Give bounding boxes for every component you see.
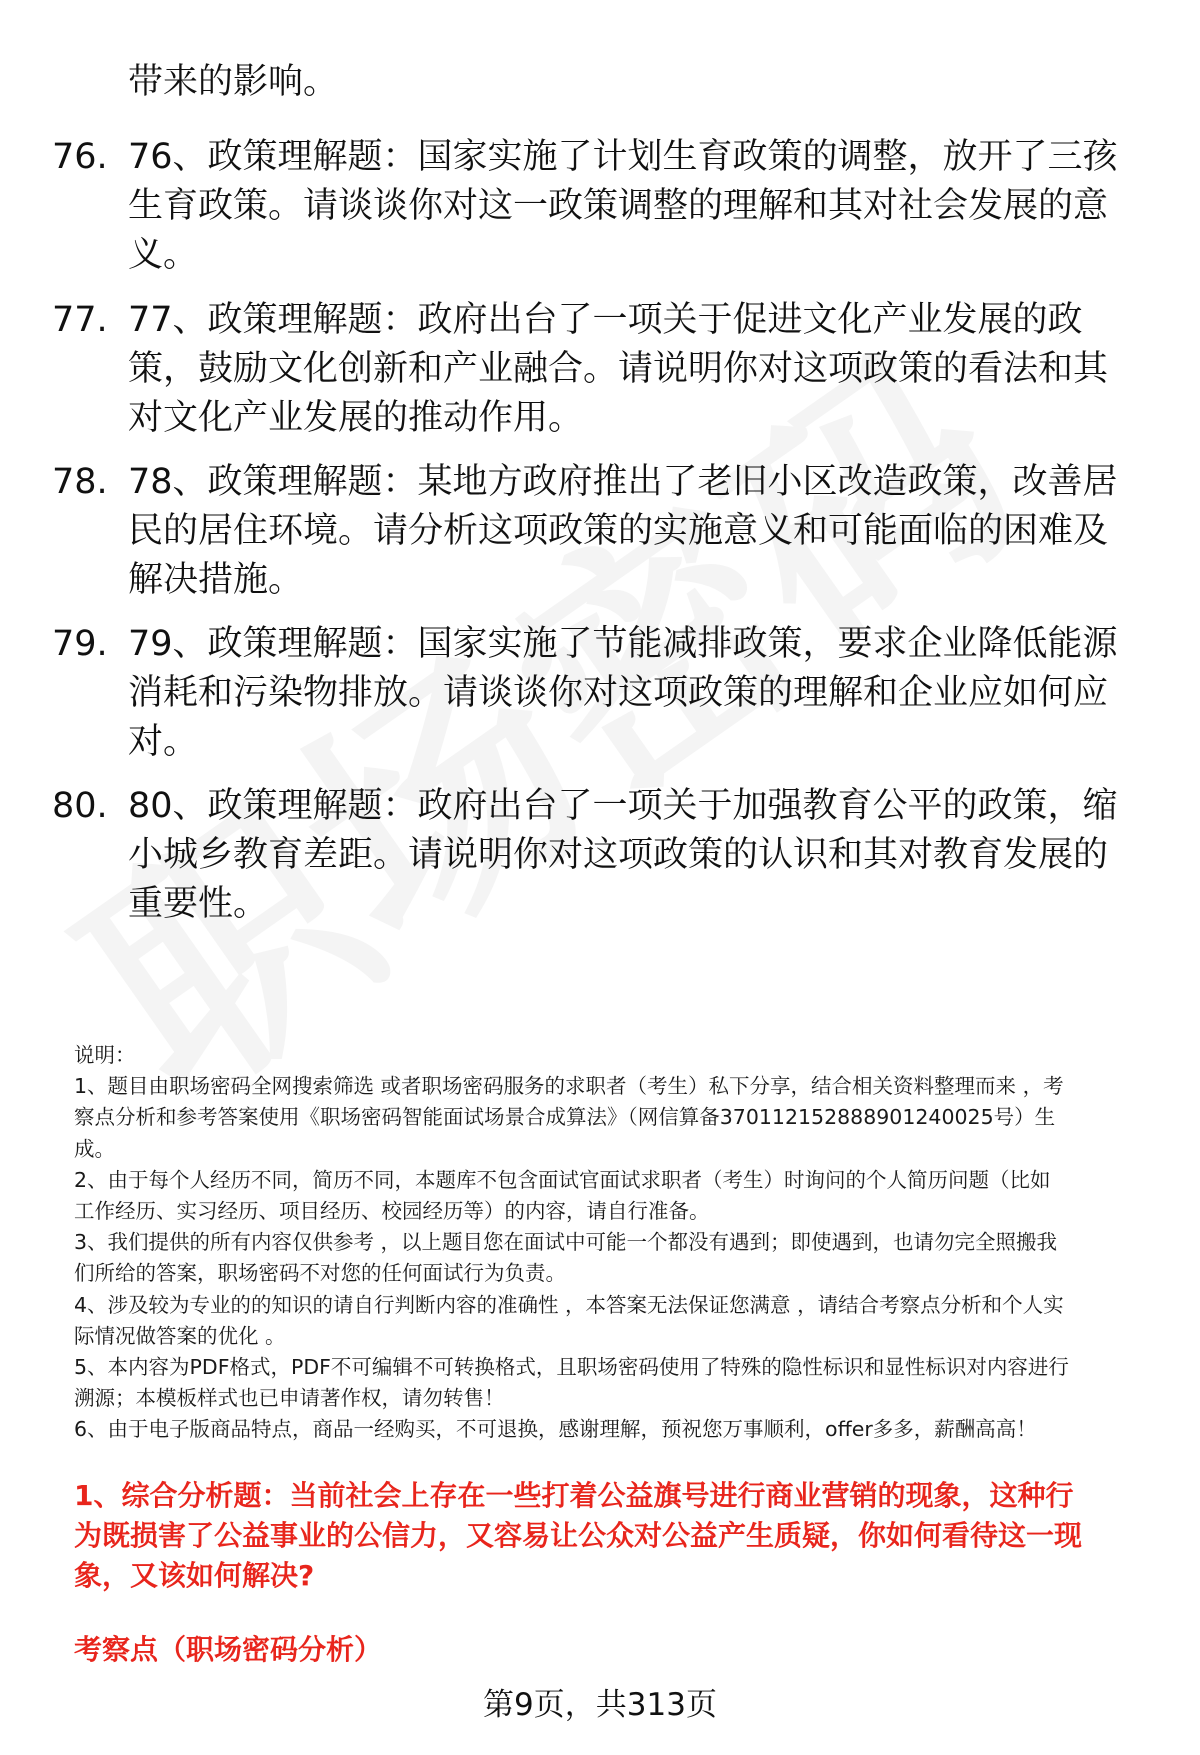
notes-title: 说明： bbox=[74, 1043, 136, 1067]
question-line: 民的居住环境。请分析这项政策的实施意义和可能面临的困难及 bbox=[128, 511, 1109, 551]
question-text bbox=[128, 133, 1158, 280]
question-line: 解决措施。 bbox=[128, 560, 304, 600]
notes-line: 6、由于电子版商品特点，商品一经购买，不可退换，感谢理解，预祝您万事顺利，offer多多，薪酬高高！ bbox=[74, 1417, 1037, 1442]
notes-line: 溯源；本模板样式也已申请著作权，请勿转售！ bbox=[74, 1386, 505, 1411]
analysis-question-line: 象，又该如何解决? bbox=[74, 1559, 315, 1592]
notes-line: 们所给的答案，职场密码不对您的任何面试行为负责。 bbox=[74, 1261, 566, 1286]
question-number: 76. bbox=[52, 137, 108, 177]
notes-line: 1、题目由职场密码全网搜索筛选 或者职场密码服务的求职者（考生）私下分享，结合相关资料整理而来 ，考 bbox=[74, 1074, 1064, 1099]
analysis-question-line: 为既损害了公益事业的公信力，又容易让公众对公益产生质疑，你如何看待这一现 bbox=[74, 1519, 1083, 1552]
notes-line: 际情况做答案的优化 。 bbox=[74, 1323, 286, 1348]
question-line: 79、政策理解题：国家实施了节能减排政策，要求企业降低能源 bbox=[128, 624, 1118, 664]
question-text bbox=[128, 296, 1158, 443]
question-line: 78、政策理解题：某地方政府推出了老旧小区改造政策，改善居 bbox=[128, 462, 1118, 502]
section-heading: 考察点（职场密码分析） bbox=[74, 1633, 383, 1666]
analysis-question-line: 1、综合分析题：当前社会上存在一些打着公益旗号进行商业营销的现象，这种行 bbox=[74, 1479, 1074, 1512]
question-text bbox=[128, 458, 1158, 605]
question-number: 77. bbox=[52, 300, 108, 340]
question-number: 79. bbox=[52, 624, 108, 664]
question-line: 义。 bbox=[128, 235, 199, 275]
analysis-question bbox=[74, 1476, 1174, 1596]
question-line: 策，鼓励文化创新和产业融合。请说明你对这项政策的看法和其 bbox=[128, 349, 1109, 389]
question-number: 78. bbox=[52, 462, 108, 502]
page-footer: 第9页，共313页 bbox=[483, 1687, 717, 1723]
question-line: 小城乡教育差距。请说明你对这项政策的认识和其对教育发展的 bbox=[128, 835, 1109, 875]
question-line: 对。 bbox=[128, 722, 199, 762]
question-line: 76、政策理解题：国家实施了计划生育政策的调整，放开了三孩 bbox=[128, 137, 1118, 177]
question-line: 消耗和污染物排放。请谈谈你对这项政策的理解和企业应如何应 bbox=[128, 673, 1109, 713]
notes-line: 工作经历、实习经历、项目经历、校园经历等）的内容，请自行准备。 bbox=[74, 1199, 710, 1224]
question-line: 77、政策理解题：政府出台了一项关于促进文化产业发展的政 bbox=[128, 300, 1083, 340]
notes-section bbox=[74, 1040, 1174, 1446]
question-number: 80. bbox=[52, 786, 108, 826]
question-line: 生育政策。请谈谈你对这一政策调整的理解和其对社会发展的意 bbox=[128, 186, 1109, 226]
question-line: 重要性。 bbox=[128, 884, 269, 924]
continuation-text: 带来的影响。 bbox=[128, 62, 339, 102]
question-line: 对文化产业发展的推动作用。 bbox=[128, 398, 584, 438]
question-text bbox=[128, 782, 1158, 929]
notes-line: 4、涉及较为专业的的知识的请自行判断内容的准确性 ，本答案无法保证您满意 ，请结合考察点分析和个人实 bbox=[74, 1292, 1064, 1317]
question-line: 80、政策理解题：政府出台了一项关于加强教育公平的政策，缩 bbox=[128, 786, 1118, 826]
notes-line: 3、我们提供的所有内容仅供参考 ，以上题目您在面试中可能一个都没有遇到；即使遇到，也请勿完全照搬我 bbox=[74, 1230, 1058, 1255]
notes-line: 察点分析和参考答案使用《职场密码智能面试场景合成算法》（网信算备370112152888901240025号）生 bbox=[74, 1105, 1056, 1130]
notes-line: 2、由于每个人经历不同，简历不同，本题库不包含面试官面试求职者（考生）时询问的个人简历问题（比如 bbox=[74, 1167, 1051, 1192]
notes-line: 成。 bbox=[74, 1136, 115, 1161]
notes-line: 5、本内容为PDF格式，PDF不可编辑不可转换格式，且职场密码使用了特殊的隐性标识和显性标识对内容进行 bbox=[74, 1355, 1069, 1380]
question-text bbox=[128, 620, 1158, 767]
